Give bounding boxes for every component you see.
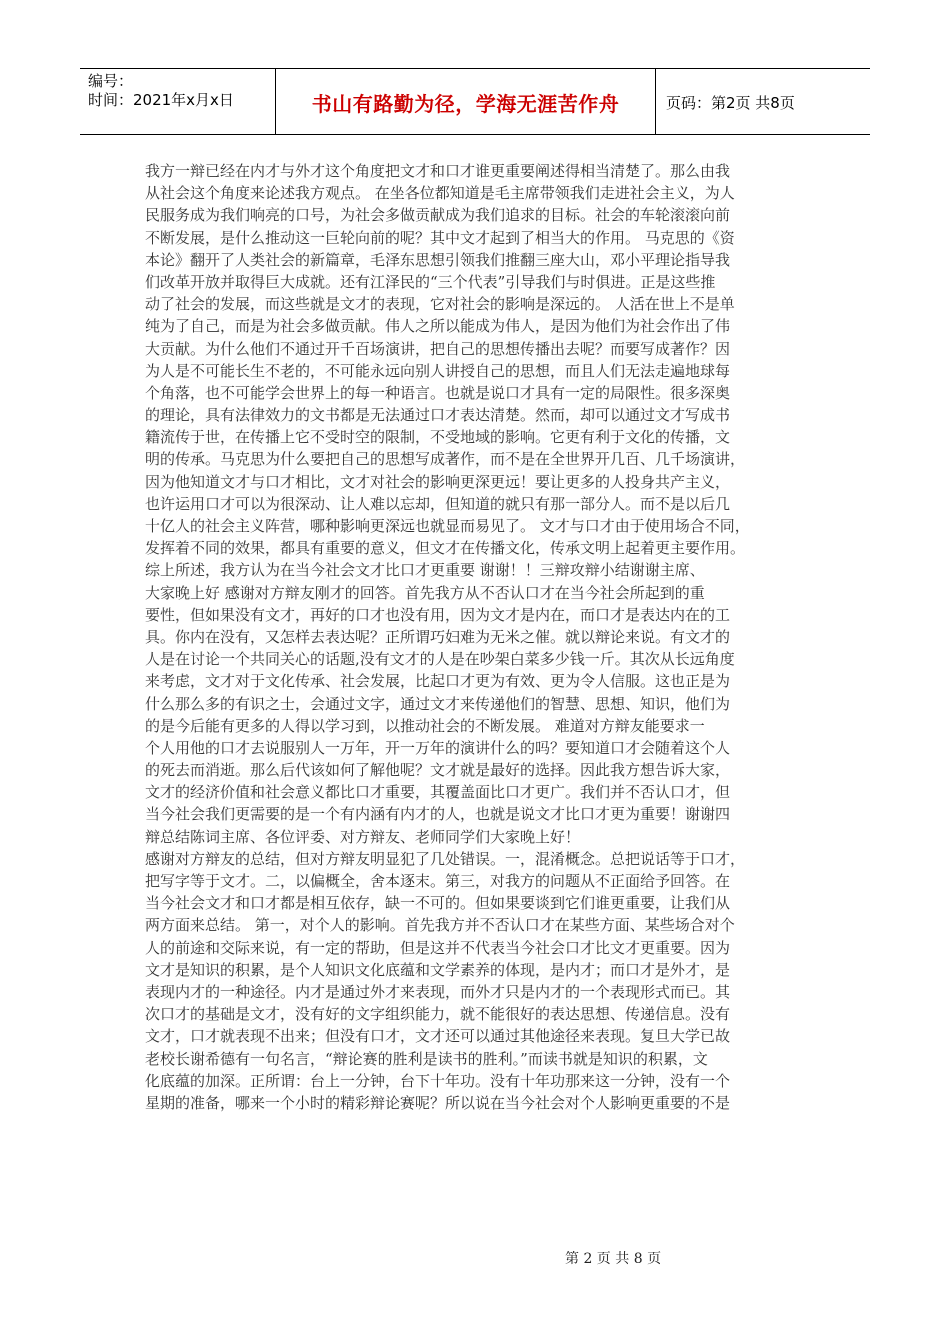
body-line: 十亿人的社会主义阵营，哪种影响更深远也就显而易见了。 文才与口才由于使用场合不同， (145, 517, 750, 535)
body-line: 化底蕴的加深。正所谓：台上一分钟，台下十年功。没有十年功那来这一分钟，没有一个 (145, 1071, 731, 1090)
page-header (80, 68, 870, 136)
body-line: 星期的准备，哪来一个小时的精彩辩论赛呢？所以说在当今社会对个人影响更重要的不是 (145, 1093, 731, 1112)
header-divider-right (655, 68, 656, 135)
body-line: 老校长谢希德有一句名言，“辩论赛的胜利是读书的胜利。”而读书就是知识的积累，文 (145, 1049, 708, 1068)
header-meta (88, 72, 273, 110)
header-page-info: 页码：第2页 共8页 (666, 94, 795, 112)
body-line: 辩总结陈词主席、各位评委、对方辩友、老师同学们大家晚上好！ (145, 827, 581, 846)
body-line: 综上所述，我方认为在当今社会文才比口才更重要 谢谢！！三辩攻辩小结谢谢主席、 (145, 561, 705, 580)
body-line: 民服务成为我们响亮的口号，为社会多做贡献成为我们追求的目标。社会的车轮滚滚向前 (145, 206, 731, 225)
header-top-rule (80, 68, 870, 69)
body-line: 的理论，具有法律效力的文书都是无法通过口才表达清楚。然而，却可以通过文才写成书 (145, 406, 731, 425)
header-bottom-rule (80, 134, 870, 135)
body-line: 什么那么多的有识之士，会通过文字，通过文才来传递他们的智慧、思想、知识，他们为 (145, 694, 731, 713)
body-line: 的是今后能有更多的人得以学习到，以推动社会的不断发展。 难道对方辩友能要求一 (145, 716, 705, 735)
body-line: 也许运用口才可以为很深动、让人难以忘却，但知道的就只有那一部分人。而不是以后几 (145, 494, 731, 513)
body-line: 次口才的基础是文才，没有好的文字组织能力，就不能很好的表达思想、传递信息。没有 (145, 1005, 731, 1024)
body-line: 大家晚上好 感谢对方辩友刚才的回答。首先我方从不否认口才在当今社会所起到的重 (145, 583, 705, 602)
body-line: 大贡献。为什么他们不通过开千百场演讲，把自己的思想传播出去呢？而要写成著作？因 (145, 339, 731, 358)
body-line: 文才是知识的积累，是个人知识文化底蕴和文学素养的体现，是内才；而口才是外才，是 (145, 960, 731, 979)
body-line: 个人用他的口才去说服别人一万年，开一万年的演讲什么的吗？要知道口才会随着这个人 (145, 738, 731, 757)
body-line: 纯为了自己，而是为社会多做贡献。伟人之所以能成为伟人，是因为他们为社会作出了伟 (145, 317, 731, 336)
body-line: 要性，但如果没有文才，再好的口才也没有用，因为文才是内在，而口才是表达内在的工 (145, 605, 731, 624)
body-line: 因为他知道文才与口才相比，文才对社会的影响更深更远！要让更多的人投身共产主义， (145, 472, 731, 491)
body-line: 我方一辩已经在内才与外才这个角度把文才和口才谁更重要阐述得相当清楚了。那么由我 (145, 162, 731, 180)
body-line: 本论》翻开了人类社会的新篇章，毛泽东思想引领我们推翻三座大山，邓小平理论指导我 (145, 250, 731, 269)
header-motto: 书山有路勤为径，学海无涯苦作舟 (311, 92, 620, 116)
body-line: 为人是不可能长生不老的，不可能永远向别人讲授自己的思想，而且人们无法走遍地球每 (145, 361, 731, 380)
body-line: 当今社会我们更需要的是一个有内涵有内才的人，也就是说文才比口才更为重要！谢谢四 (145, 805, 731, 824)
body-line: 发挥着不同的效果，都具有重要的意义，但文才在传播文化，传承文明上起着更主要作用。 (145, 539, 746, 558)
body-line: 不断发展，是什么推动这一巨轮向前的呢？其中文才起到了相当大的作用。 马克思的《资 (145, 228, 735, 247)
page-footer: 第 2 页 共 8 页 (565, 1251, 662, 1267)
body-line: 表现内才的一种途径。内才是通过外才来表现，而外才只是内才的一个表现形式而已。其 (145, 982, 731, 1001)
body-line: 人是在讨论一个共同关心的话题,没有文才的人是在吵架白菜多少钱一斤。其次从长远角度 (145, 650, 735, 669)
body-line: 人的前途和交际来说，有一定的帮助，但是这并不代表当今社会口才比文才更重要。因为 (145, 938, 731, 957)
body-line: 文才的经济价值和社会意义都比口才重要，其覆盖面比口才更广。我们并不否认口才，但 (145, 783, 731, 802)
body-line: 明的传承。马克思为什么要把自己的思想写成著作，而不是在全世界开几百、几千场演讲， (145, 450, 746, 469)
body-line: 从社会这个角度来论述我方观点。 在坐各位都知道是毛主席带领我们走进社会主义，为人 (145, 184, 735, 203)
body-line: 感谢对方辩友的总结，但对方辩友明显犯了几处错误。一，混淆概念。总把说话等于口才， (145, 849, 746, 868)
body-line: 个角落，也不可能学会世界上的每一种语言。也就是说口才具有一定的局限性。很多深奥 (145, 383, 731, 402)
document-body (145, 160, 810, 1114)
body-line: 具。你内在没有，又怎样去表达呢？正所谓巧妇难为无米之催。就以辩论来说。有文才的 (145, 627, 731, 646)
body-line: 两方面来总结。 第一，对个人的影响。首先我方并不否认口才在某些方面、某些场合对个 (145, 916, 735, 935)
document-date: 时间：2021年x月x日 (88, 91, 234, 109)
body-line: 文才，口才就表现不出来；但没有口才，文才还可以通过其他途径来表现。复旦大学已故 (145, 1027, 731, 1046)
document-number-label: 编号： (88, 72, 134, 90)
body-line: 把写字等于文才。二，以偏概全，舍本逐末。第三，对我方的问题从不正面给予回答。在 (145, 872, 731, 890)
body-line: 籍流传于世，在传播上它不受时空的限制，不受地域的影响。它更有利于文化的传播，文 (145, 428, 731, 447)
body-line: 动了社会的发展，而这些就是文才的表现，它对社会的影响是深远的。 人活在世上不是单 (145, 295, 735, 314)
body-line: 来考虑，文才对于文化传承、社会发展，比起口才更为有效、更为令人信服。这也正是为 (145, 672, 731, 691)
body-line: 们改革开放并取得巨大成就。还有江泽民的“三个代表”引导我们与时俱进。正是这些推 (145, 272, 716, 291)
body-line: 的死去而消逝。那么后代该如何了解他呢？文才就是最好的选择。因此我方想告诉大家， (145, 761, 731, 780)
body-line: 当今社会文才和口才都是相互依存，缺一不可的。但如果要谈到它们谁更重要，让我们从 (145, 894, 731, 913)
